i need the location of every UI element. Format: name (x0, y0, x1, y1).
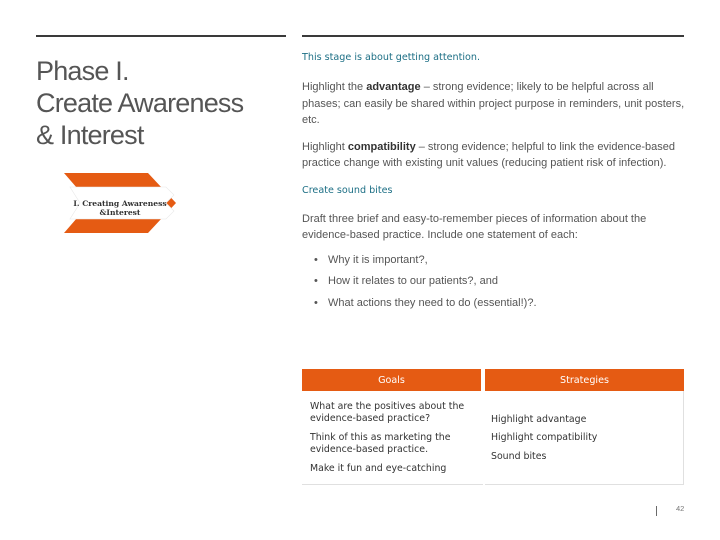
phase-title (36, 55, 286, 151)
bullet-icon: • (314, 253, 318, 266)
compatibility-post: – strong evidence; helpful to link the evidence-based practice change with existing unit values (reducing patient risk of infection). (302, 140, 675, 169)
phase-title-line-3: & Interest (36, 120, 144, 150)
strategy-cell-1: Highlight advantage (491, 414, 587, 425)
strategy-cell-3: Sound bites (491, 451, 547, 462)
bullet-text: What actions they need to do (essential!)?. (328, 296, 537, 309)
goal-cell-1: What are the positives about the evidence-based practice? (310, 401, 465, 424)
bullet-icon: • (314, 275, 318, 287)
strategies-header: Strategies (485, 369, 684, 391)
advantage-bold: advantage (366, 81, 421, 93)
stage-badge (64, 173, 176, 233)
footer-divider (656, 506, 657, 516)
advantage-post: – strong evidence; likely to be helpful across all phases; can easily be shared within project purpose in reminders, unit posters, etc. (302, 81, 685, 126)
list-item (314, 295, 686, 311)
goal-cell-2: Think of this as marketing the evidence-based practice. (310, 432, 451, 455)
title-rule (36, 35, 286, 37)
intro-text: This stage is about getting attention. (302, 52, 480, 63)
stage-badge-line-1: I. Creating Awareness (73, 199, 167, 208)
list-item (314, 273, 686, 289)
page-number: 42 (676, 504, 685, 513)
phase-title-line-1: Phase I. (36, 56, 129, 86)
column-divider (483, 391, 485, 485)
compatibility-bold: compatibility (347, 140, 416, 153)
compatibility-paragraph (302, 139, 686, 172)
content-column (302, 52, 686, 316)
stage-badge-line-2: &Interest (99, 208, 141, 217)
draft-paragraph: Draft three brief and easy-to-remember pieces of information about the evidence-based practice. Include one statement of each: (302, 212, 647, 241)
bullet-text: Why it is important?, (328, 253, 428, 266)
content-rule (302, 35, 684, 37)
sound-bites-heading: Create sound bites (302, 184, 393, 196)
strategy-cell-2: Highlight compatibility (491, 432, 598, 443)
goal-cell-3: Make it fun and eye-catching (310, 463, 447, 474)
bullet-list (302, 252, 686, 311)
phase-title-line-2: Create Awareness (36, 88, 244, 118)
goals-strategies-table (302, 369, 684, 485)
bullet-text: How it relates to our patients?, and (328, 275, 498, 287)
advantage-pre: Highlight the (302, 81, 367, 93)
advantage-paragraph (302, 79, 686, 129)
compatibility-pre: Highlight (302, 140, 348, 153)
list-item (314, 252, 686, 268)
stage-badge-label (68, 199, 172, 217)
goals-header: Goals (302, 369, 481, 391)
bullet-icon: • (314, 296, 318, 309)
